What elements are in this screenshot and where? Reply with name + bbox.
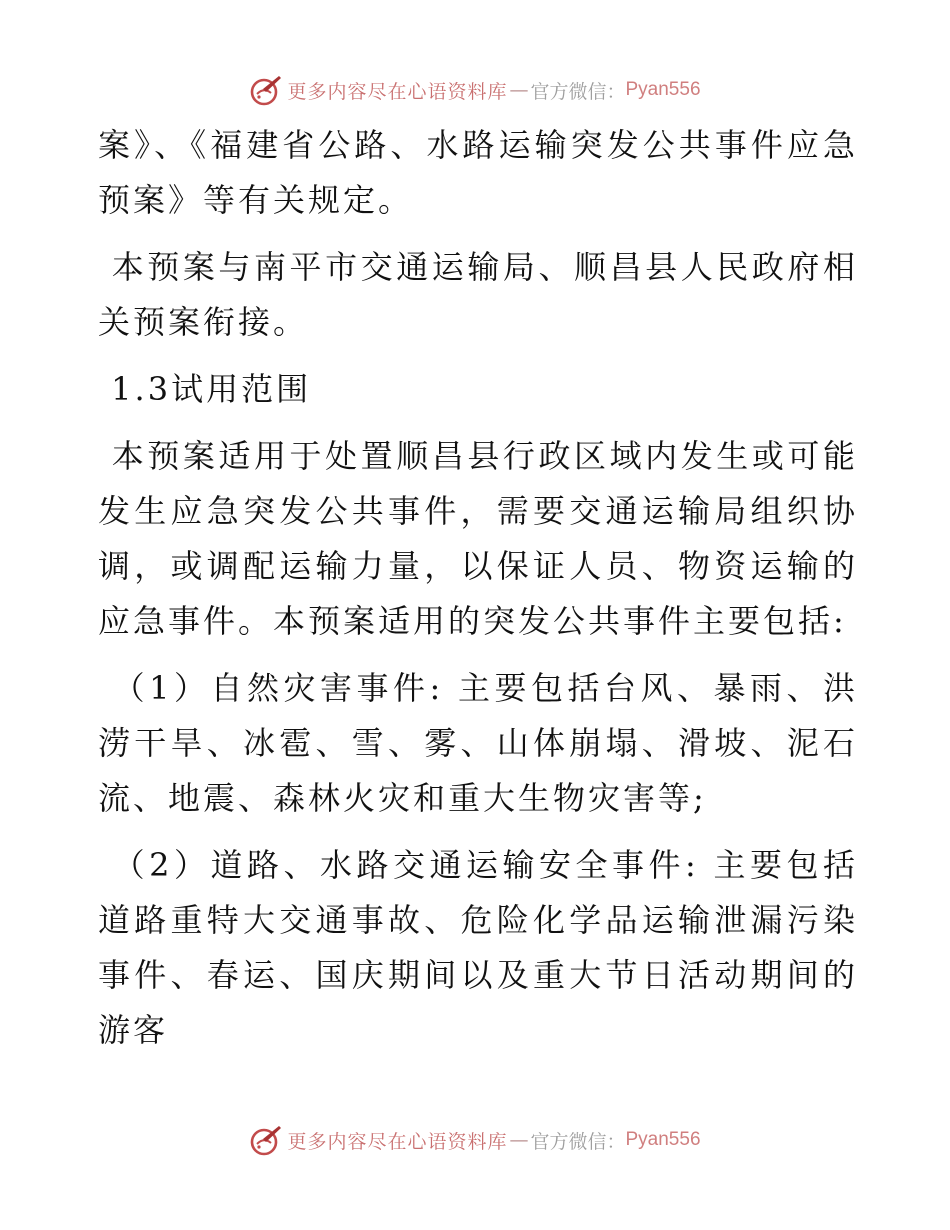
watermark-brand-text: 更多内容尽在心语资料库 [287, 80, 508, 103]
footer-watermark [0, 1120, 950, 1160]
header-watermark [0, 70, 950, 110]
brush-logo-icon [249, 73, 283, 107]
watermark-label: 官方微信： [530, 80, 626, 103]
document-body [98, 118, 858, 1070]
brush-logo-icon [249, 1123, 283, 1157]
watermark-dash: — [509, 1129, 529, 1151]
paragraph-scope: 本预案适用于处置顺昌县行政区域内发生或可能发生应急突发公共事件，需要交通运输局组织协调，或调配运输力量，以保证人员、物资运输的应急事件。本预案适用的突发公共事件主要包括: [98, 437, 858, 640]
watermark-wechat-id: Pyan556 [625, 1129, 701, 1150]
section-heading-scope: 1.3试用范围 [98, 370, 312, 408]
watermark-dash: — [509, 79, 529, 101]
paragraph-traffic-safety: （2）道路、水路交通运输安全事件: 主要包括道路重特大交通事故、危险化学品运输泄漏污染事件、春运、国庆期间以及重大节日活动期间的游客 [98, 846, 858, 1049]
watermark-wechat-id: Pyan556 [625, 79, 701, 100]
watermark-brand-text: 更多内容尽在心语资料库 [287, 1130, 508, 1153]
paragraph-linkage: 本预案与南平市交通运输局、顺昌县人民政府相关预案衔接。 [98, 248, 858, 341]
watermark-label: 官方微信： [530, 1130, 626, 1153]
paragraph-regulations: 案》、《福建省公路、水路运输突发公共事件应急预案》等有关规定。 [98, 126, 858, 219]
paragraph-natural-disasters: （1）自然灾害事件: 主要包括台风、暴雨、洪涝干旱、冰雹、雪、雾、山体崩塌、滑坡、泥石流、地震、森林火灾和重大生物灾害等; [98, 669, 858, 817]
